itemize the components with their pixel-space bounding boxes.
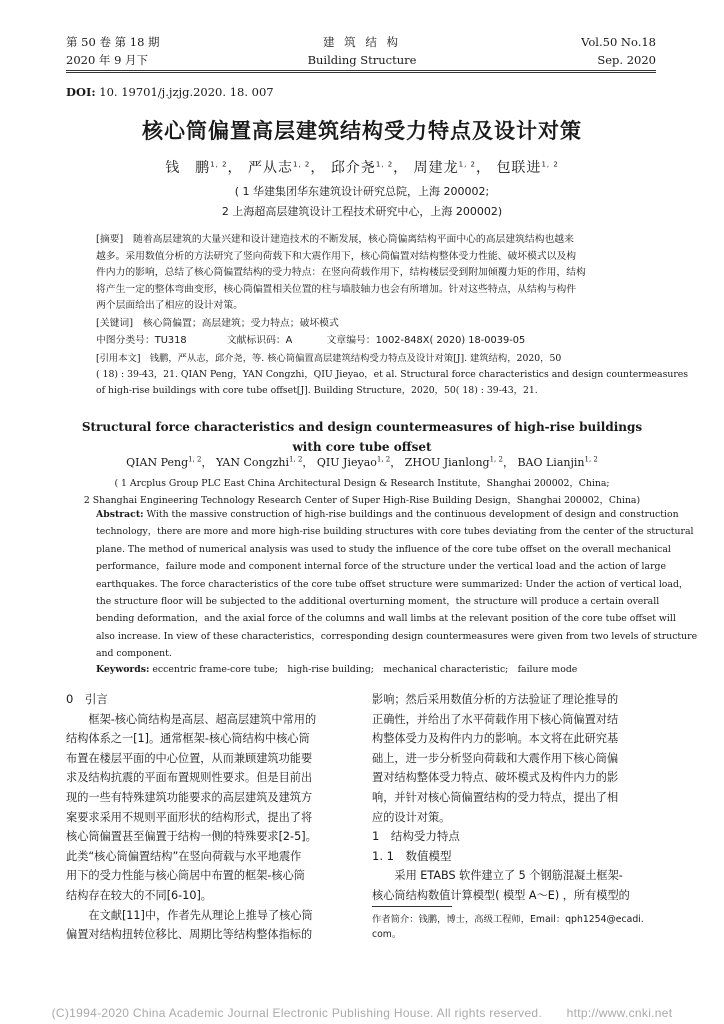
- abstract-en: [96, 506, 698, 663]
- title-en-line: Structural force characteristics and design countermeasures of high-rise buildings: [81, 420, 643, 434]
- body-line: 核心筒偏置甚至偏置于结构一侧的特殊要求[2-5]。: [66, 830, 317, 844]
- title-en: [0, 417, 724, 457]
- left-column: [66, 690, 352, 945]
- section-1-heading: 1 结构受力特点: [372, 829, 460, 844]
- body-line: 结构体系之一[1]。通常框架-核心筒结构中核心筒: [66, 732, 310, 746]
- footnote-line: com。: [372, 929, 402, 940]
- abstract-cn-line: 越多。采用数值分析的方法研究了竖向荷载下和大震作用下，核心筒偏置对结构整体受力性能、破坏模式以及构: [96, 250, 577, 262]
- abstract-cn-line: 两个层面给出了相应的设计对策。: [96, 300, 243, 312]
- body-line: 偏置对结构扭转位移比、周期比等结构整体指标的: [66, 928, 313, 942]
- author-en: QIAN Peng$^{1, 2}$: [126, 455, 202, 469]
- clc-number: 中图分类号：TU318: [96, 335, 187, 346]
- footnote-rule: [372, 906, 452, 907]
- body-line: 础上，进一步分析竖向荷载和大震作用下核心筒偏: [372, 751, 619, 765]
- keywords-cn: [关键词] 核心筒偏置；高层建筑；受力特点；破坏模式: [96, 318, 339, 329]
- body-line: 核心筒结构数值计算模型( 模型 A～E) ，所有模型的: [372, 888, 630, 902]
- affiliation-en: ( 1 Arcplus Group PLC East China Architectural Design & Research Institute，Shanghai 200002，China;: [114, 478, 610, 489]
- body-line: 框架-核心筒结构是高层、超高层建筑中常用的: [66, 712, 317, 726]
- title-en-line: with core tube offset: [292, 440, 432, 454]
- header-rule-thin: [66, 72, 656, 73]
- header-journal-cn: 建 筑 结 构: [323, 35, 401, 49]
- body-line: 此类“核心筒偏置结构”在竖向荷载与水平地震作: [66, 849, 302, 863]
- citation-line: [引用本文] 钱鹏，严从志，邱介尧，等. 核心筒偏置高层建筑结构受力特点及设计对策[J]. 建筑结构，2020，50: [96, 353, 562, 364]
- author-en: YAN Congzhi$^{1, 2}$: [216, 455, 303, 469]
- footnote-line: 作者简介：钱鹏，博士，高级工程师，Email：qph1254@ecadi.: [372, 914, 644, 925]
- body-line: 求及结构抗震的平面布置规则性要求。但是目前出: [66, 771, 313, 785]
- body-line: 在文献[11]中，作者先从理论上推导了核心筒: [66, 908, 313, 922]
- abstract-en-line: performance，failure mode and component internal force of the structure under the vertical load and the action of large: [96, 561, 666, 573]
- abstract-cn-line: 件内力的影响，总结了核心筒偏置结构的受力特点：在竖向荷载作用下，结构楼层受到附加倾覆力矩的作用，结构: [96, 267, 586, 279]
- abstract-cn: [96, 232, 630, 315]
- header-volume-cn: 第 50 卷 第 18 期: [66, 35, 160, 49]
- author-cn: 严从志$^{1, 2}$: [248, 160, 311, 176]
- abstract-en-line: plane. The method of numerical analysis was used to study the influence of the core tube offset on the overall mechanical: [96, 543, 671, 555]
- body-line: 案要求采用不规则平面形状的结构形式，提出了将: [66, 810, 313, 824]
- abstract-en-line: bending deformation，and the axial force of the columns and wall limbs at the relevant position of the core tube offset will: [96, 613, 676, 625]
- header-volume-en: Vol.50 No.18: [581, 35, 656, 49]
- citation-line: of high-rise buildings with core tube offset[J]. Building Structure，2020，50( 18) : 39-43，21.: [96, 385, 538, 396]
- abstract-en-line: the structure floor will be subjected to the additional overturning moment，the structure will produce a certain overall: [96, 596, 660, 608]
- document-code: 文献标识码：A: [226, 335, 293, 346]
- body-line: 正确性，并给出了水平荷载作用下核心筒偏置对结: [372, 712, 619, 726]
- abstract-en-line: earthquakes. The force characteristics of the core tube offset structure were summarized: Under the action of vertical load，: [96, 578, 689, 590]
- copyright-watermark: (C)1994-2020 China Academic Journal Electronic Publishing House. All rights reserved. http://www.cnki.net: [51, 1006, 673, 1020]
- author-cn: 包联进$^{1, 2}$: [496, 160, 559, 176]
- body-line: 布置在楼层平面的中心位置，从而兼顾建筑功能要: [66, 751, 313, 765]
- keywords-en: Keywords: eccentric frame-core tube; high-rise building; mechanical characteristic; failure mode: [96, 664, 578, 675]
- author-en: ZHOU Jianlong$^{1, 2}$: [404, 455, 503, 469]
- section-1-1-heading: 1. 1 数值模型: [372, 848, 452, 863]
- body-line: 现的一些有特殊建筑功能要求的高层建筑及建筑方: [66, 790, 313, 804]
- doi: [66, 85, 274, 99]
- title-cn: 核心筒偏置高层建筑结构受力特点及设计对策: [142, 119, 582, 143]
- doi-label: DOI:: [66, 85, 96, 99]
- affiliation-cn: 2 上海超高层建筑设计工程技术研究中心，上海 200002): [221, 205, 503, 218]
- abstract-en-line: Abstract: With the massive construction of high-rise buildings and the continuous development of design and construction: [96, 509, 679, 520]
- keywords-en-label: Keywords:: [96, 664, 150, 675]
- author-cn: 邱介尧$^{1, 2}$: [330, 160, 394, 176]
- author-cn: 周建龙$^{1, 2}$: [413, 160, 476, 176]
- body-line: 响，并针对核心筒偏置结构的受力特点，提出了相: [372, 790, 619, 804]
- abstract-en-line: technology，there are more and more high-rise building structures with core tubes deviating from the center of the structural: [96, 526, 694, 538]
- abstract-en-label: Abstract:: [96, 509, 144, 520]
- right-column: [372, 690, 658, 906]
- body-line: 影响；然后采用数值分析的方法验证了理论推导的: [372, 693, 619, 706]
- citation-line: ( 18) : 39-43，21. QIAN Peng，YAN Congzhi，QIU Jieyao，et al. Structural force characteristics and design countermeasures: [96, 369, 689, 380]
- body-line: 置对结构整体受力特点、破坏模式及构件内力的影: [372, 771, 619, 785]
- affiliation-cn: ( 1 华建集团华东建筑设计研究总院，上海 200002;: [234, 185, 490, 198]
- article-number: 文章编号：1002-848X( 2020) 18-0039-05: [326, 335, 526, 346]
- author-en: QIU Jieyao$^{1, 2}$: [316, 455, 391, 469]
- body-line: 用下的受力性能与核心筒居中布置的框架-核心筒: [66, 869, 305, 883]
- author-cn: 钱 鹏$^{1, 2}$: [165, 160, 228, 176]
- author-en: BAO Lianjin$^{1, 2}$: [517, 455, 598, 469]
- classification-row: [96, 333, 630, 350]
- header-date-cn: 2020 年 9 月下: [66, 53, 149, 67]
- abstract-cn-line: 将产生一定的整体弯曲变形，核心筒偏置相关位置的柱与墙肢轴力也会有所增加。针对这些特点，从结构与构件: [96, 283, 577, 295]
- abstract-en-line: and component.: [96, 648, 172, 660]
- citation: [96, 351, 689, 399]
- body-line: 应的设计对策。: [372, 810, 451, 824]
- abstract-en-line: also increase. In view of these characteristics，corresponding design countermeasures were given from two levels of structure: [96, 630, 698, 642]
- affiliation-en: 2 Shanghai Engineering Technology Research Center of Super High-Rise Building Design，Shanghai 200002，China): [83, 495, 641, 506]
- body-line: 结构存在较大的不同[6-10]。: [66, 888, 212, 902]
- body-line: 采用 ETABS 软件建立了 5 个钢筋混凝土框架-: [372, 869, 623, 883]
- body-line: 构整体受力及构件内力的影响。本文将在此研究基: [372, 732, 619, 746]
- doi-value: 10. 19701/j.jzjg.2020. 18. 007: [99, 85, 274, 99]
- header-rule: [66, 70, 656, 71]
- section-introduction-heading: 0 引言: [66, 692, 108, 706]
- author-footnote: [372, 912, 658, 942]
- header-date-en: Sep. 2020: [597, 53, 656, 67]
- authors-en: QIAN Peng$^{1, 2}$， YAN Congzhi$^{1, 2}$， QIU Jieyao$^{1, 2}$， ZHOU Jianlong$^{1, 2}$， BAO Lianjin$^{1, 2}$: [126, 455, 598, 469]
- header-journal-en: Building Structure: [307, 53, 417, 67]
- abstract-cn-line: [摘要] 随着高层建筑的大量兴建和设计建造技术的不断发展，核心筒偏离结构平面中心的高层建筑结构也越来: [96, 234, 574, 245]
- authors-cn: 钱 鹏$^{1, 2}$， 严从志$^{1, 2}$， 邱介尧$^{1, 2}$， 周建龙$^{1, 2}$， 包联进$^{1, 2}$: [165, 160, 559, 176]
